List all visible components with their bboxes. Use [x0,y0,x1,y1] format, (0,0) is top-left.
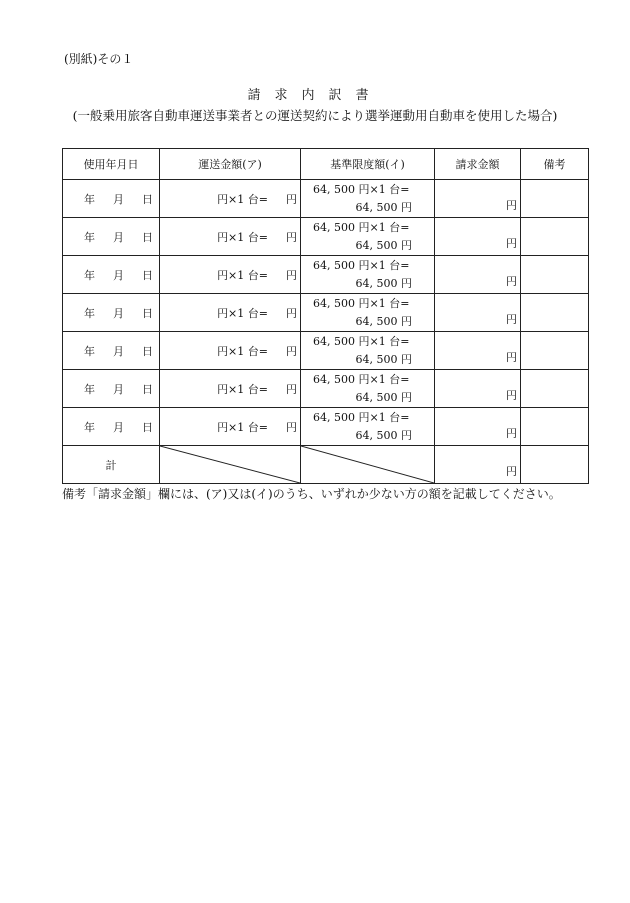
claim-amount-cell[interactable] [435,408,521,446]
limit-total: 64, 500 円 [355,314,412,328]
standard-limit-cell [301,332,435,370]
fare-formula: 円×1 台= [217,420,268,434]
total-limit-struck-cell [301,446,435,484]
date-day-label: 日 [142,230,153,244]
header-fare-amount: 運送金額(ア) [160,149,301,180]
fare-amount-cell[interactable] [160,294,301,332]
claim-amount-cell[interactable] [435,332,521,370]
fare-formula: 円×1 台= [217,230,268,244]
limit-formula: 64, 500 円×1 台= [313,410,410,424]
date-year-label: 年 [84,382,95,396]
header-claim-amount: 請求金額 [435,149,521,180]
date-month-label: 月 [113,268,124,282]
notes-cell[interactable] [521,370,589,408]
claim-amount-cell[interactable] [435,180,521,218]
limit-formula: 64, 500 円×1 台= [313,258,410,272]
diagonal-strike [160,446,300,483]
table-row [63,218,589,256]
fare-total-unit: 円 [286,268,297,282]
standard-limit-cell [301,218,435,256]
claim-unit: 円 [506,236,517,250]
standard-limit-cell [301,180,435,218]
fare-amount-cell[interactable] [160,370,301,408]
claim-amount-cell[interactable] [435,370,521,408]
usage-date-cell[interactable] [63,294,160,332]
usage-date-cell[interactable] [63,180,160,218]
fare-total-unit: 円 [286,420,297,434]
fare-total-unit: 円 [286,306,297,320]
date-day-label: 日 [142,382,153,396]
date-year-label: 年 [84,230,95,244]
date-parts [63,191,159,207]
limit-formula: 64, 500 円×1 台= [313,296,410,310]
usage-date-cell[interactable] [63,370,160,408]
fare-parts [160,267,300,283]
fare-formula: 円×1 台= [217,192,268,206]
fare-amount-cell[interactable] [160,408,301,446]
date-year-label: 年 [84,344,95,358]
notes-cell[interactable] [521,332,589,370]
footnote: 備考「請求金額」欄には、(ア)又は(イ)のうち、いずれか少ない方の額を記載してください。 [62,487,561,501]
fare-total-unit: 円 [286,192,297,206]
date-day-label: 日 [142,420,153,434]
notes-cell[interactable] [521,408,589,446]
limit-total: 64, 500 円 [355,200,412,214]
total-label: 計 [63,446,160,484]
fare-amount-cell[interactable] [160,218,301,256]
attachment-label: (別紙)その１ [64,52,134,66]
date-day-label: 日 [142,306,153,320]
header-standard-limit: 基準限度額(イ) [301,149,435,180]
date-parts [63,229,159,245]
date-day-label: 日 [142,268,153,282]
claim-unit: 円 [506,426,517,440]
fare-total-unit: 円 [286,344,297,358]
date-year-label: 年 [84,306,95,320]
limit-formula: 64, 500 円×1 台= [313,372,410,386]
header-usage-date: 使用年月日 [63,149,160,180]
table-row [63,332,589,370]
fare-parts [160,191,300,207]
standard-limit-cell [301,370,435,408]
claim-breakdown-table [62,148,589,484]
total-claim-unit: 円 [506,464,517,478]
claim-unit: 円 [506,274,517,288]
limit-formula: 64, 500 円×1 台= [313,334,410,348]
claim-unit: 円 [506,312,517,326]
date-month-label: 月 [113,382,124,396]
diagonal-strike [301,446,434,483]
usage-date-cell[interactable] [63,218,160,256]
fare-amount-cell[interactable] [160,180,301,218]
fare-amount-cell[interactable] [160,332,301,370]
limit-formula: 64, 500 円×1 台= [313,220,410,234]
claim-unit: 円 [506,388,517,402]
table-row [63,370,589,408]
date-parts [63,381,159,397]
claim-amount-cell[interactable] [435,218,521,256]
fare-total-unit: 円 [286,230,297,244]
date-parts [63,419,159,435]
standard-limit-cell [301,294,435,332]
claim-amount-cell[interactable] [435,256,521,294]
claim-unit: 円 [506,350,517,364]
limit-total: 64, 500 円 [355,428,412,442]
date-month-label: 月 [113,306,124,320]
total-notes-cell[interactable] [521,446,589,484]
fare-parts [160,229,300,245]
date-month-label: 月 [113,230,124,244]
table-row [63,408,589,446]
limit-total: 64, 500 円 [355,276,412,290]
usage-date-cell[interactable] [63,332,160,370]
date-month-label: 月 [113,420,124,434]
limit-total: 64, 500 円 [355,238,412,252]
notes-cell[interactable] [521,180,589,218]
total-row [63,446,589,484]
total-claim-amount-cell[interactable] [435,446,521,484]
total-fare-struck-cell [160,446,301,484]
limit-total: 64, 500 円 [355,390,412,404]
fare-total-unit: 円 [286,382,297,396]
fare-formula: 円×1 台= [217,306,268,320]
table-header-row [63,149,589,180]
table-body [63,180,589,484]
fare-parts [160,305,300,321]
fare-formula: 円×1 台= [217,344,268,358]
usage-date-cell[interactable] [63,256,160,294]
table-row [63,294,589,332]
document-title: 請求内訳書 [247,88,383,103]
fare-amount-cell[interactable] [160,256,301,294]
fare-parts [160,381,300,397]
fare-parts [160,419,300,435]
notes-cell[interactable] [521,294,589,332]
usage-date-cell[interactable] [63,408,160,446]
date-year-label: 年 [84,192,95,206]
limit-total: 64, 500 円 [355,352,412,366]
date-day-label: 日 [142,344,153,358]
date-day-label: 日 [142,192,153,206]
document-subtitle: (一般乗用旅客自動車運送事業者との運送契約により選挙運動用自動車を使用した場合) [72,108,558,123]
date-year-label: 年 [84,420,95,434]
date-parts [63,267,159,283]
date-parts [63,343,159,359]
date-parts [63,305,159,321]
claim-unit: 円 [506,198,517,212]
notes-cell[interactable] [521,218,589,256]
header-notes: 備考 [521,149,589,180]
standard-limit-cell [301,408,435,446]
table-row [63,180,589,218]
table-row [63,256,589,294]
fare-formula: 円×1 台= [217,382,268,396]
fare-formula: 円×1 台= [217,268,268,282]
date-year-label: 年 [84,268,95,282]
date-month-label: 月 [113,344,124,358]
fare-parts [160,343,300,359]
standard-limit-cell [301,256,435,294]
notes-cell[interactable] [521,256,589,294]
date-month-label: 月 [113,192,124,206]
claim-amount-cell[interactable] [435,294,521,332]
limit-formula: 64, 500 円×1 台= [313,182,410,196]
